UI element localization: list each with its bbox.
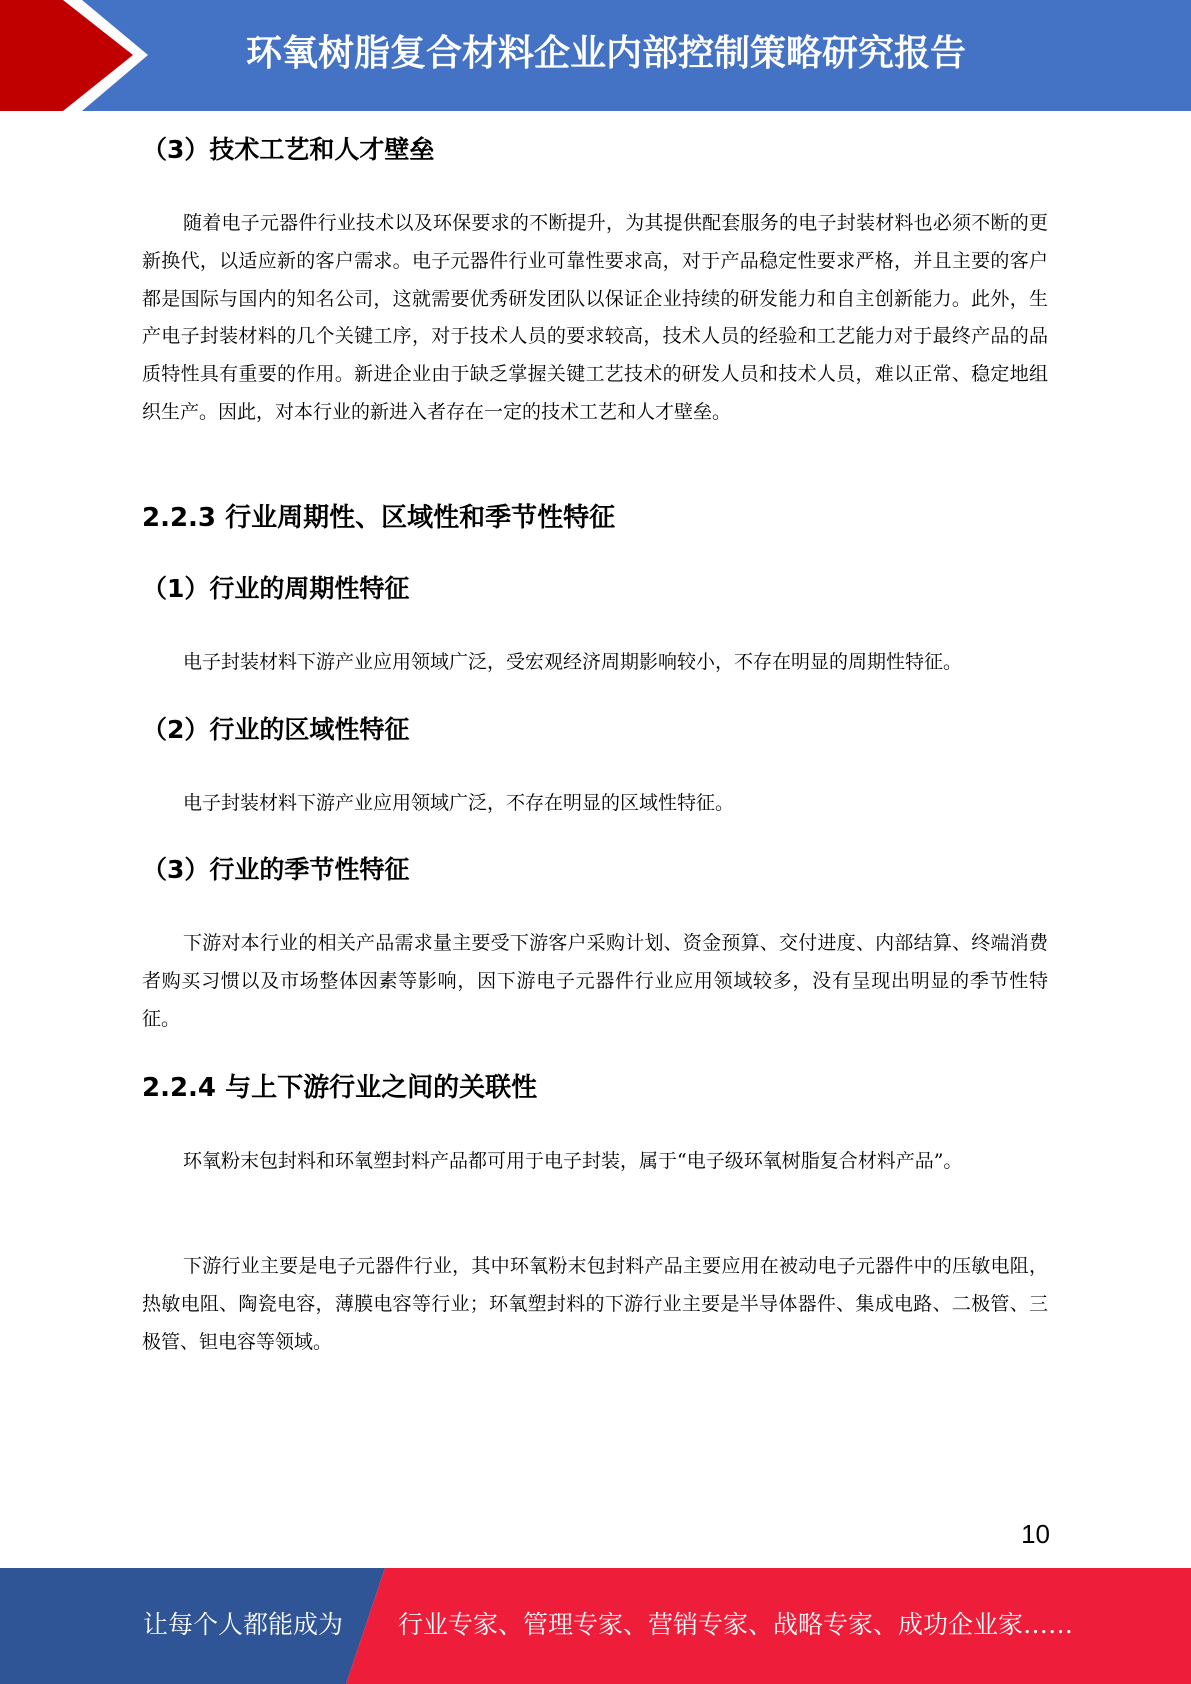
- footer-slogan-right: 行业专家、管理专家、营销专家、战略专家、成功企业家……: [398, 1610, 1074, 1639]
- paragraph-regional: 电子封装材料下游产业应用领域广泛，不存在明显的区域性特征。: [183, 792, 735, 814]
- footer-slogan-left: 让每个人都能成为: [143, 1610, 344, 1639]
- heading-tech-barrier: （3）技术工艺和人才壁垒: [142, 135, 435, 164]
- page-number: 10: [1021, 1519, 1050, 1549]
- report-title: 环氧树脂复合材料企业内部控制策略研究报告: [246, 33, 967, 74]
- header-chevron-decoration: [0, 0, 160, 111]
- paragraph-periodic: 电子封装材料下游产业应用领域广泛，受宏观经济周期影响较小，不存在明显的周期性特征。: [183, 651, 963, 673]
- report-header: [0, 0, 1191, 111]
- paragraph-upstream-downstream-2: 下游行业主要是电子元器件行业，其中环氧粉末包封料产品主要应用在被动电子元器件中的压敏电阻，热敏电阻、陶瓷电容，薄膜电容等行业；环氧塑封料的下游行业主要是半导体器件、集成电路、二极管、三极管、钽电容等领域。: [142, 1255, 1048, 1353]
- heading-periodic: （1）行业的周期性特征: [142, 574, 410, 603]
- heading-regional: （2）行业的区域性特征: [142, 715, 410, 744]
- paragraph-upstream-downstream-1: 环氧粉末包封料和环氧塑封料产品都可用于电子封装，属于“电子级环氧树脂复合材料产品”。: [183, 1150, 963, 1172]
- heading-2-2-3: 2.2.3 行业周期性、区域性和季节性特征: [142, 503, 616, 533]
- heading-seasonal: （3）行业的季节性特征: [142, 855, 410, 884]
- paragraph-tech-barrier: 随着电子元器件行业技术以及环保要求的不断提升，为其提供配套服务的电子封装材料也必须不断的更新换代，以适应新的客户需求。电子元器件行业可靠性要求高，对于产品稳定性要求严格，并且主要的客户都是国际与国内的知名公司，这就需要优秀研发团队以保证企业持续的研发能力和自主创新能力。此外，生产电子封装材料的几个关键工序，对于技术人员的要求较高，技术人员的经验和工艺能力对于最终产品的品质特性具有重要的作用。新进企业由于缺乏掌握关键工艺技术的研发人员和技术人员，难以正常、稳定地组织生产。因此，对本行业的新进入者存在一定的技术工艺和人才壁垒。: [142, 212, 1048, 423]
- report-footer: [0, 1568, 1191, 1684]
- paragraph-seasonal: 下游对本行业的相关产品需求量主要受下游客户采购计划、资金预算、交付进度、内部结算、终端消费者购买习惯以及市场整体因素等影响，因下游电子元器件行业应用领域较多，没有呈现出明显的季节性特征。: [142, 932, 1048, 1030]
- heading-2-2-4: 2.2.4 与上下游行业之间的关联性: [142, 1073, 538, 1103]
